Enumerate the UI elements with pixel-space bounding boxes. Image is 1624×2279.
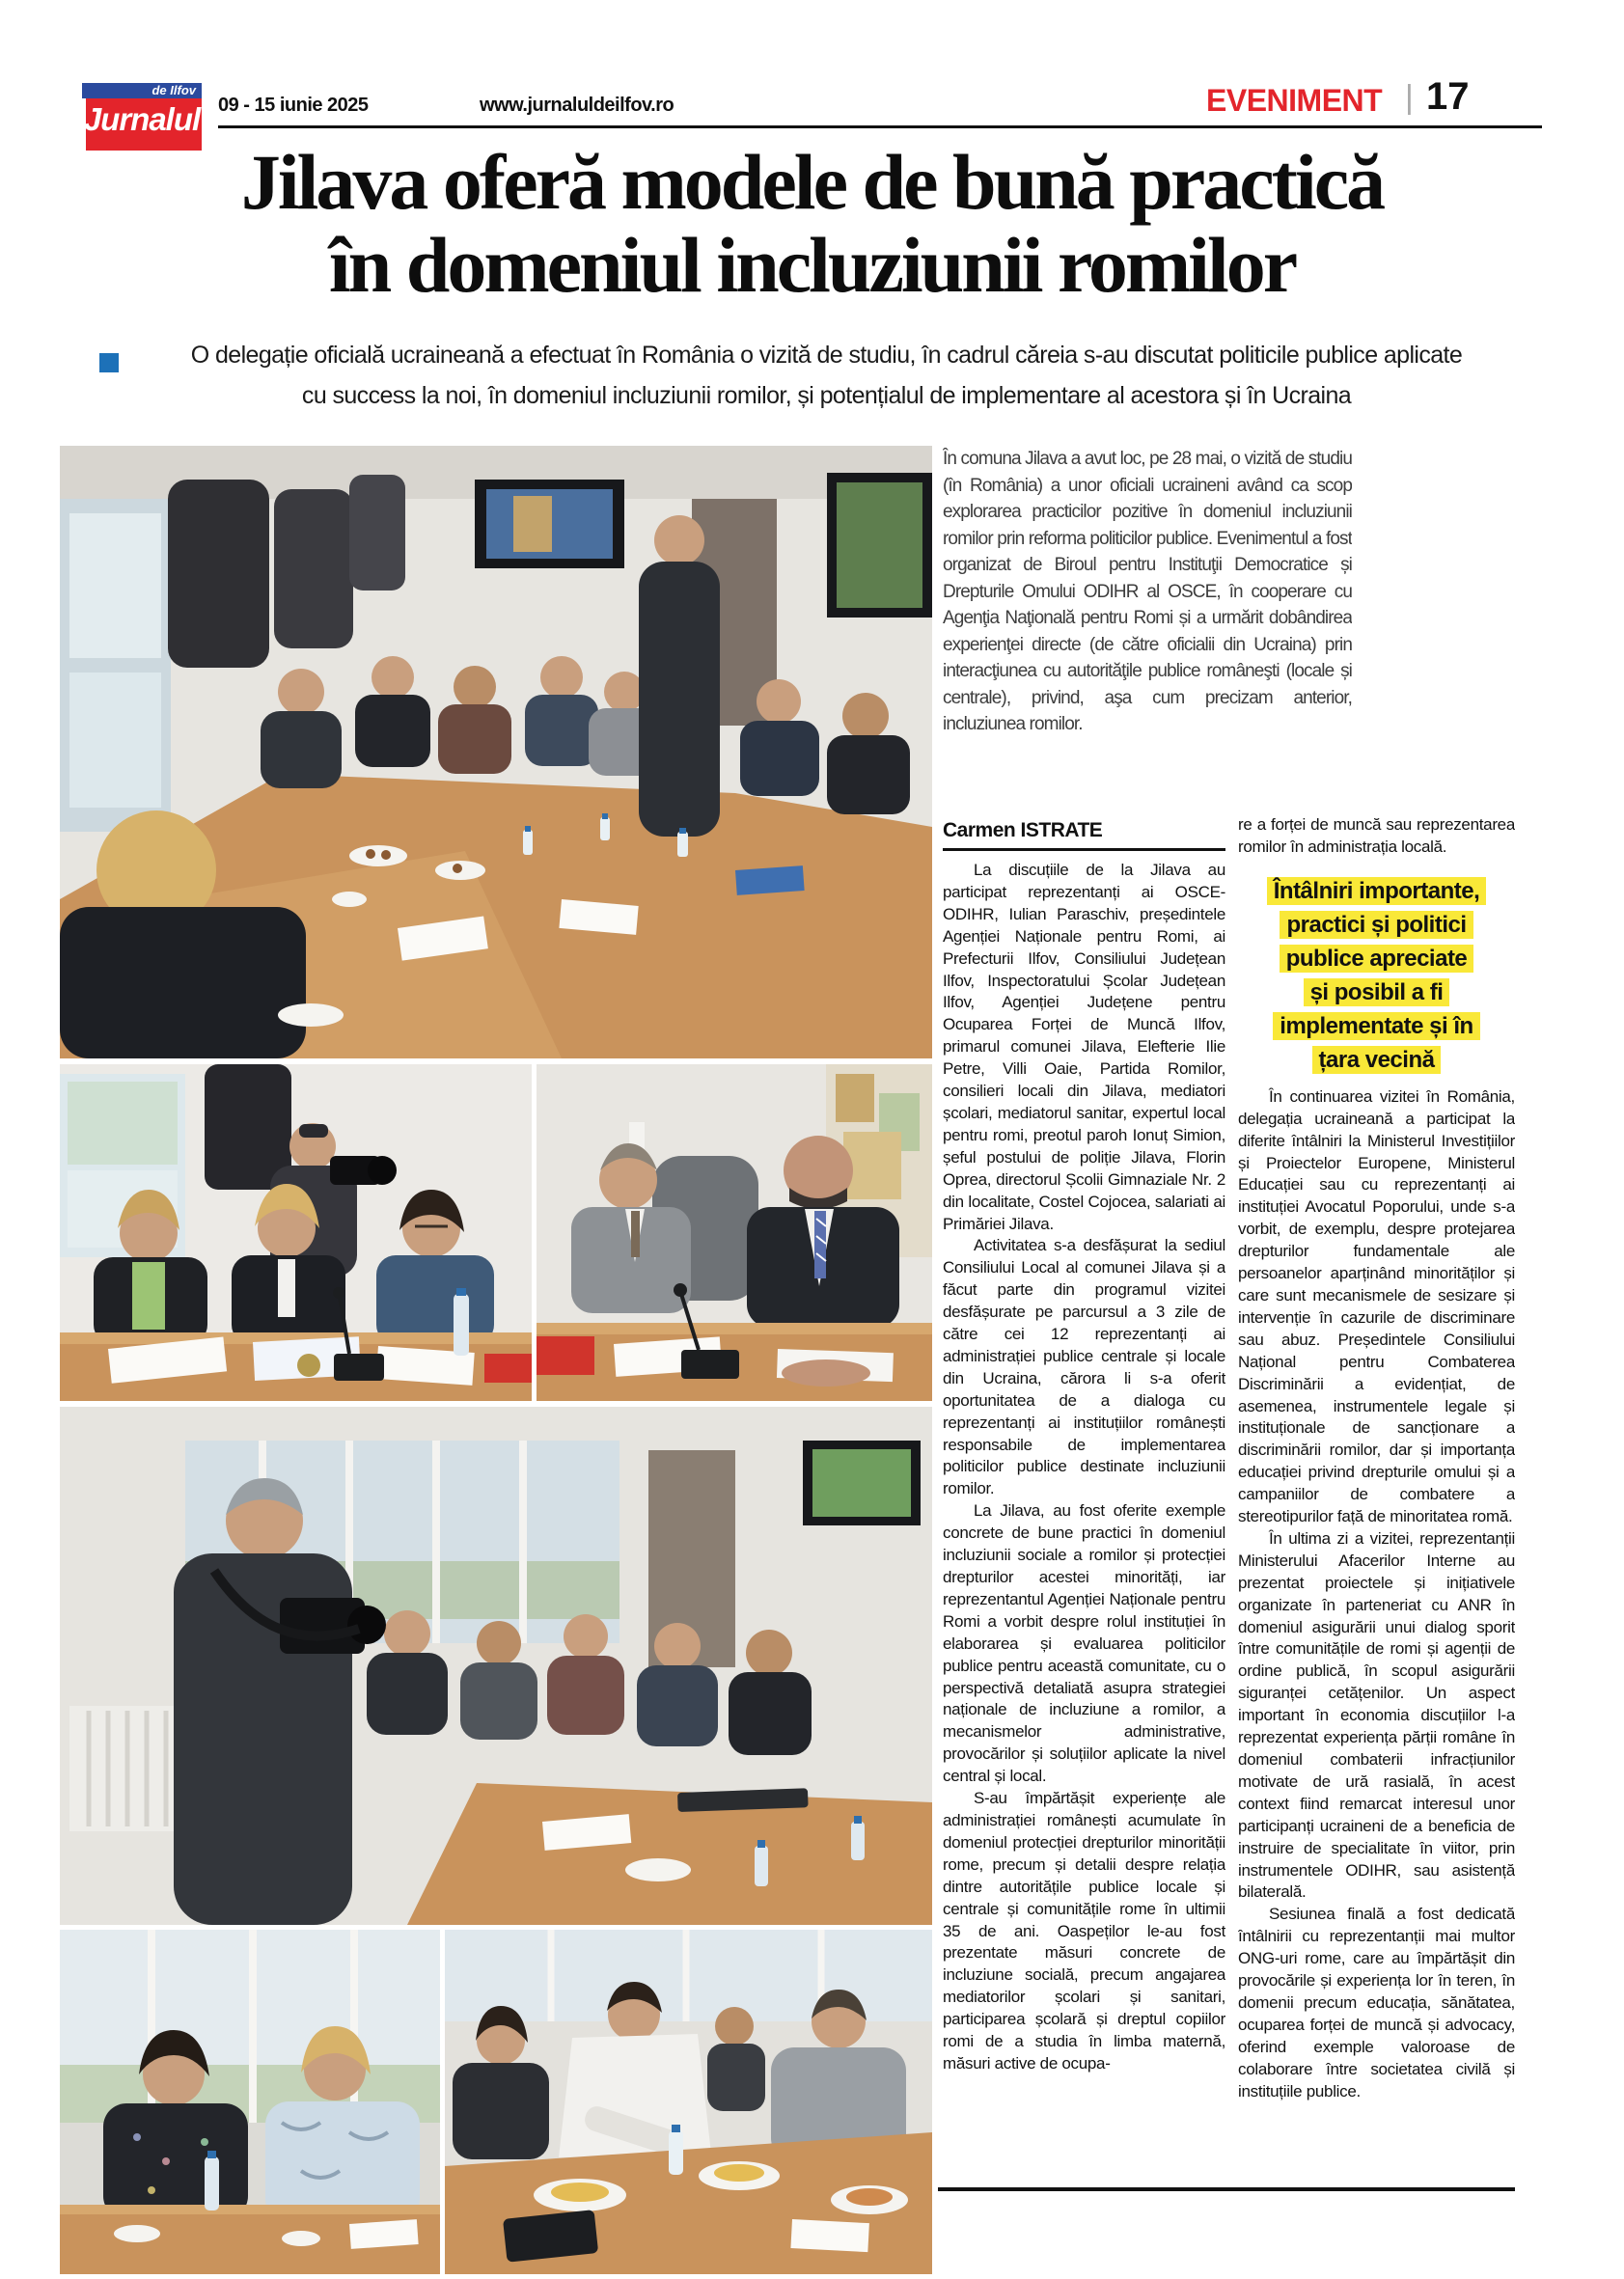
photo-meeting-overview [60, 446, 932, 1058]
article-paragraph: S-au împărtășit experiențe ale administrației românești acumulate în domeniul protecției drepturilor minorității rome, precum și detalii despre relația dintre autoritățile publice locale și centrale și comunitățile rome în ultimii 35 de ani. Oaspeților le-au fost prezentate măsuri concrete de incluziune socială, precum angajarea mediatorilor școlari și sanitari, participarea școlară și dreptul copiilor romi de a studia în limba maternă, măsuri active de ocupa- [943, 1789, 1225, 2073]
website-url: www.jurnaluldeilfov.ro [480, 95, 674, 116]
standfirst-bullet-square [99, 353, 119, 372]
photo-two-women [60, 1930, 440, 2274]
crosshead-line: și posibil a fi [1304, 978, 1450, 1006]
article-paragraph: În continuarea vizitei în România, delegația ucraineană a participat la diferite întâlniri la Ministerul Investițiilor și Proiectelor Europene, Ministerul Educației sau cu reprezentanți ai instituției Avocatul Poporului, unde s-a vorbit, de exemplu, despre protejarea drepturilor fundamentale ale persoanelor aparținând minorităților și care sunt mecanismele de sesizare și intervenție în cazurile de discriminare sau abuz. Președintele Consiliului Național pentru Combaterea Discriminării a evidențiat, de asemenea, instrumentele legale și instituționale de sancționare a discriminării romilor, dar și importanța educației privind drepturile omului și a campaniilor de combatere a stereotipurilor față de minoritatea romă. [1238, 1086, 1515, 1526]
section-label: EVENIMENT [1206, 83, 1383, 118]
article-paragraph: La Jilava, au fost oferite exemple concrete de bune practici în domeniul incluziunii sociale a romilor și protecției drepturilor acestei minorități, iar reprezentantul Agenției Naționale pentru Romi a vorbit despre rolul instituției în elaborarea și evaluarea politicilor publice pentru această comunitate, cu o perspectivă detaliată asupra strategiei naționale de incluziune a romilor, a mecanismelor administrative, provocărilor și soluțiilor aplicate la nivel central și local. [943, 1501, 1225, 1786]
photo-two-officials [537, 1064, 932, 1401]
photo-meeting-overview-graphic [60, 446, 932, 1058]
crosshead-line: implementate și în [1273, 1012, 1479, 1040]
article-paragraph: La discuțiile de la Jilava au participat reprezentanți ai OSCE-ODIHR, Iulian Paraschiv, președintele Agenției Naționale pentru Romi, ai Prefecturii Ilfov, Consiliului Județean Ilfov, Inspectoratului Școlar Județean Ilfov, Agenției Județene pentru Ocuparea Forței de Muncă Ilfov, primarul comunei Jilava, Elefterie Ilie Petre, Villi Oaie, Partida Romilor, consilieri locali din Jilava, mediatori școlari, mediatorul sanitar, expertul local pentru romi, preotul paroh Ionuț Simion, șeful postului de poliție Jilava, Florin Oprea, directorul Școlii Gimnaziale Nr. 2 din localitate, Costel Cojocea, salariati ai Primăriei Jilava. [943, 861, 1225, 1233]
main-headline [82, 138, 1542, 309]
photo-meeting-photographer [60, 1407, 932, 1925]
article-column-2 [1238, 814, 1515, 2189]
photo-two-officials-graphic [537, 1064, 932, 1401]
article-end-rule [938, 2187, 1515, 2191]
standfirst [125, 335, 1528, 416]
logo-title: Jurnalul [83, 101, 201, 137]
article-paragraph-continuation: re a forței de muncă sau reprezentarea romilor în administrația locală. [1238, 815, 1515, 856]
article-paragraph: Sesiunea finală a fost dedicată întâlnirii cu reprezentanții mai multor ONG-uri rome, care au împărtășit din provocările și experiența lor în teren, în domenii precum educația, sănătatea, ocuparea forței de muncă și advocacy, oferind exemple valoroase de colaborare între societatea civilă și instituțiile publice. [1238, 1905, 1515, 2101]
issue-date: 09 - 15 iunie 2025 [218, 95, 369, 116]
article-paragraph: În ultima zi a vizitei, reprezentanții Ministerului Afacerilor Interne au prezentat proiectele și inițiativele organizate în parteneriat cu ANR în domeniul asigurării unui dialog sporit între comunitățile de romi și agenții de ordine publică, în scopul asigurării siguranței cetățenilor. Un aspect important în economia discuțiilor l-a reprezentat experiența părții române în domeniul combaterii infracțiunilor motivate de ură rasială, în acest context fiind remarcat interesul unor participanți ucraineni de a beneficia de instruire de specialitate în viitor, prin instrumentele ODIHR, sau asistență bilaterală. [1238, 1528, 1515, 1902]
photo-two-women-graphic [60, 1930, 440, 2274]
article-column-1 [943, 860, 1225, 2189]
photo-meeting-photographer-graphic [60, 1407, 932, 1925]
logo-region-label: de Ilfov [82, 83, 202, 98]
author-byline: Carmen ISTRATE [943, 819, 1103, 841]
intro-paragraph: În comuna Jilava a avut loc, pe 28 mai, o vizită de studiu (în România) a unor oficiali ucraineni având ca scop explorarea practicilor pozitive în domeniul incluziunii romilor prin reforma politicilor publice. Evenimentul a fost organizat de Biroul pentru Instituţii Democratice și Drepturile Omului ODIHR al OSCE, în cooperare cu Agenţia Naţională pentru Romi și a urmărit dobândirea experienţei directe (de către oficialii din Ucraina) prin interacţiunea cu autorităţile publice româneşti (locale și centrale), privind, aşa cum precizam anterior, incluziunea romilor. [943, 449, 1352, 734]
crosshead-line: țara vecină [1312, 1046, 1442, 1074]
page-number: 17 [1426, 75, 1470, 118]
header-rule [218, 125, 1542, 128]
standfirst-line-1: O delegație oficială ucraineană a efectuat în România o vizită de studiu, în cadrul căreia s-au discutat politicile publice aplicate [190, 342, 1463, 369]
crosshead-line: publice apreciate [1280, 945, 1474, 973]
section-separator: | [1405, 79, 1414, 116]
crosshead-line: Întâlniri importante, [1267, 877, 1487, 905]
photo-lunch-table [445, 1930, 932, 2274]
crosshead [1238, 874, 1515, 1077]
article-paragraph: Activitatea s-a desfășurat la sediul Consiliului Local al comunei Jilava și a făcut parte din programul vizitei desfășurate pe parcursul a 3 zile de către cei 12 reprezentanți ai administrației publice centrale și locale din Ucraina, cărora li s-a oferit oportunitatea de a dialoga cu reprezentanți ai instituțiilor românești responsabile de implementarea politicilor publice destinate incluziunii romilor. [943, 1236, 1225, 1498]
standfirst-line-2: cu success la noi, în domeniul incluziunii romilor, și potențialul de implementare al acestora și în Ucraina [301, 382, 1352, 409]
photo-lunch-table-graphic [445, 1930, 932, 2274]
photo-three-officials [60, 1064, 532, 1401]
photo-three-officials-graphic [60, 1064, 532, 1401]
crosshead-line: practici și politici [1280, 911, 1473, 939]
headline-line-1: Jilava oferă modele de bună practică [240, 138, 1384, 226]
headline-line-2: în domeniul incluziunii romilor [328, 221, 1296, 309]
byline-rule [943, 848, 1225, 851]
